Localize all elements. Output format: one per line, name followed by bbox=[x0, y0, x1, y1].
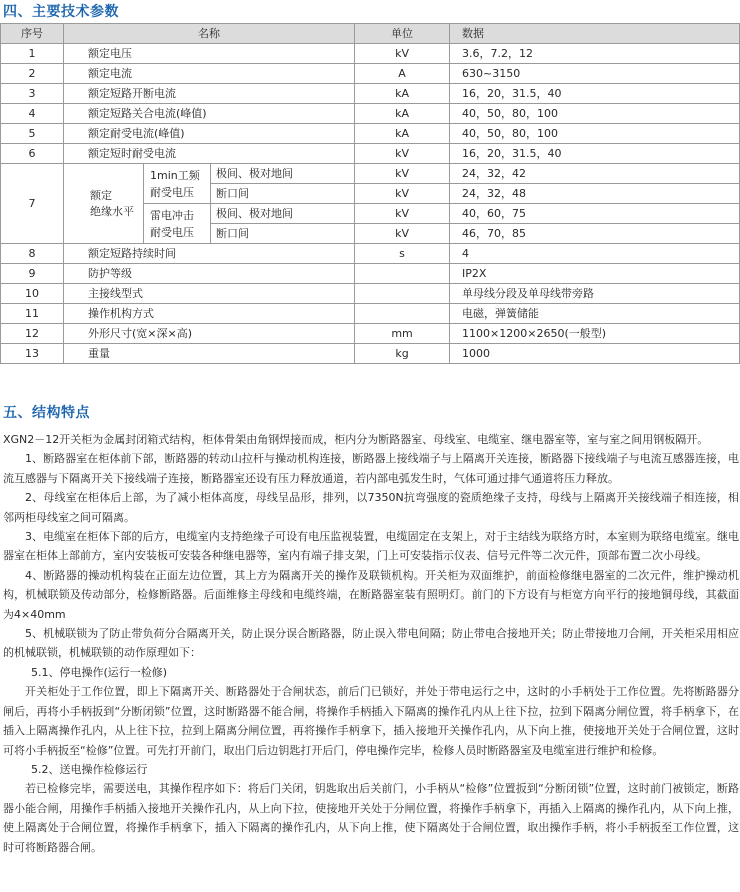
row-name: 额定电流 bbox=[64, 64, 355, 84]
row-name: 防护等级 bbox=[64, 264, 355, 284]
row-data: 16，20，31.5，40 bbox=[450, 144, 740, 164]
header-no: 序号 bbox=[1, 24, 64, 44]
row-no: 2 bbox=[1, 64, 64, 84]
row-data: 16，20，31.5，40 bbox=[450, 84, 740, 104]
paragraph: XGN2－12开关柜为金属封闭箱式结构，柜体骨架由角钢焊接而成，柜内分为断路器室、母线室、电缆室、继电器室等，室与室之间用钢板隔开。 bbox=[3, 433, 709, 446]
insulation-group-label: 额定 绝缘水平 bbox=[64, 164, 144, 244]
row-name: 断口间 bbox=[211, 224, 355, 244]
row-no: 4 bbox=[1, 104, 64, 124]
row-data: 1000 bbox=[450, 344, 740, 364]
section-4-title: 四、主要技术参数 bbox=[3, 4, 119, 20]
row-data: 单母线分段及单母线带旁路 bbox=[450, 284, 740, 304]
table-row bbox=[1, 164, 740, 184]
row-unit: kV bbox=[355, 224, 450, 244]
row-unit bbox=[355, 264, 450, 284]
row-unit: kV bbox=[355, 144, 450, 164]
table-row bbox=[1, 304, 740, 324]
row-name: 极间、极对地间 bbox=[211, 164, 355, 184]
paragraph: 若已检修完毕，需要送电，其操作程序如下：将后门关闭，钥匙取出后关前门，小手柄从“检修”位置扳到“分断闭锁”位置，这时前门被锁定，断路器小能合闸，用操作手柄插入接地开关操作孔内，从上向下拉，使接地开关处于分闸位置，将操作手柄拿下，再插入上隔离的操作孔内，从下向上推，使上隔离处于合闸位置，将操作手柄拿下，插入下隔离的操作孔内，从下向上推，使下隔离处于合闸位置，取出操作手柄，将小手柄扳至工作位置，这时可将断路器合闸。 bbox=[3, 782, 739, 854]
row-data: 40，60，75 bbox=[450, 204, 740, 224]
row-unit: kV bbox=[355, 44, 450, 64]
row-data: 24，32，48 bbox=[450, 184, 740, 204]
row-name: 操作机构方式 bbox=[64, 304, 355, 324]
row-name: 外形尺寸(宽×深×高) bbox=[64, 324, 355, 344]
row-data: 4 bbox=[450, 244, 740, 264]
row-unit: kA bbox=[355, 84, 450, 104]
header-name: 名称 bbox=[64, 24, 355, 44]
table-row bbox=[1, 284, 740, 304]
row-no: 12 bbox=[1, 324, 64, 344]
table-row bbox=[1, 84, 740, 104]
row-data: IP2X bbox=[450, 264, 740, 284]
row-unit: kV bbox=[355, 204, 450, 224]
row-data: 1100×1200×2650(一般型) bbox=[450, 324, 740, 344]
row-no: 3 bbox=[1, 84, 64, 104]
row-unit: kg bbox=[355, 344, 450, 364]
row-unit: A bbox=[355, 64, 450, 84]
paragraph: 5、机械联锁为了防止带负荷分合隔离开关，防止误分误合断路器，防止误入带电间隔；防止带电合接地开关；防止带接地刀合闸，开关柜采用相应的机械联锁，机械联锁的动作原理如下： bbox=[3, 627, 739, 660]
row-unit bbox=[355, 284, 450, 304]
row-data: 630~3150 bbox=[450, 64, 740, 84]
paragraph: 5.1、停电操作(运行一检修) bbox=[31, 665, 168, 679]
row-name: 重量 bbox=[64, 344, 355, 364]
paragraph: 1、断路器室在柜体前下部，断路器的转动山拉杆与操动机构连接，断路器上接线端子与上隔离开关连接，断路器下接线端子与电流互感器连接，电流互感器与下隔离开关下接线端子连接，断路器室还设有压力释放通道，若内部电弧发生时，气体可通过排气通道将压力释放。 bbox=[3, 452, 739, 485]
table-row bbox=[1, 64, 740, 84]
insulation-subgroup-label: 雷电冲击 耐受电压 bbox=[144, 204, 211, 244]
row-name: 断口间 bbox=[211, 184, 355, 204]
row-no: 9 bbox=[1, 264, 64, 284]
header-data: 数据 bbox=[450, 24, 740, 44]
row-no: 11 bbox=[1, 304, 64, 324]
table-row bbox=[1, 104, 740, 124]
table-row bbox=[1, 324, 740, 344]
row-name: 极间、极对地间 bbox=[211, 204, 355, 224]
row-data: 40，50，80，100 bbox=[450, 104, 740, 124]
row-no: 10 bbox=[1, 284, 64, 304]
row-name: 额定短路持续时间 bbox=[64, 244, 355, 264]
table-row bbox=[1, 144, 740, 164]
row-name: 额定耐受电流(峰值) bbox=[64, 124, 355, 144]
row-data: 40，50，80，100 bbox=[450, 124, 740, 144]
table-header-row bbox=[1, 24, 740, 44]
row-data: 3.6，7.2，12 bbox=[450, 44, 740, 64]
row-name: 额定电压 bbox=[64, 44, 355, 64]
row-name: 额定短路关合电流(峰值) bbox=[64, 104, 355, 124]
table-row bbox=[1, 264, 740, 284]
table-row bbox=[1, 344, 740, 364]
insulation-subgroup-label: 1min工频 耐受电压 bbox=[144, 164, 211, 204]
table-row bbox=[1, 244, 740, 264]
row-no: 5 bbox=[1, 124, 64, 144]
spec-table bbox=[0, 23, 740, 364]
row-data: 46，70，85 bbox=[450, 224, 740, 244]
row-name: 额定短路开断电流 bbox=[64, 84, 355, 104]
row-unit: kV bbox=[355, 164, 450, 184]
section-5-body bbox=[3, 430, 739, 857]
paragraph: 4、断路器的操动机构装在正面左边位置，其上方为隔离开关的操作及联锁机构。开关柜为双面维护，前面检修继电器室的二次元件，维护操动机构，机械联锁及传动部分，检修断路器。后面维修主母线和电缆终端，在断路器室装有照明灯。前门的下方设有与柜宽方向平行的接地铜母线，其截面为4×40mm bbox=[3, 568, 739, 621]
row-unit: s bbox=[355, 244, 450, 264]
row-unit: mm bbox=[355, 324, 450, 344]
row-no: 13 bbox=[1, 344, 64, 364]
row-unit: kV bbox=[355, 184, 450, 204]
row-no: 1 bbox=[1, 44, 64, 64]
row-no: 7 bbox=[1, 164, 64, 244]
paragraph: 5.2、送电操作检修运行 bbox=[31, 762, 148, 776]
header-unit: 单位 bbox=[355, 24, 450, 44]
section-5-title: 五、结构特点 bbox=[3, 405, 90, 421]
row-no: 6 bbox=[1, 144, 64, 164]
row-data: 24，32，42 bbox=[450, 164, 740, 184]
paragraph: 3、电缆室在柜体下部的后方，电缆室内支持绝缘子可设有电压监视装置，电缆固定在支架上，对于主结线为联络方时，本室则为联络电缆室。继电器室在柜体上部前方，室内安装板可安装各种继电器等，室内有端子排支架，门上可安装指示仪表、信号元件等二次元件，顶部布置二次小母线。 bbox=[3, 530, 739, 563]
table-row bbox=[1, 44, 740, 64]
paragraph: 开关柜处于工作位置，即上下隔离开关、断路器处于合闸状态，前后门已锁好，并处于带电运行之中，这时的小手柄处于工作位置。先将断路器分闸后，再将小手柄扳到“分断闭锁”位置，这时断路器不能合闸，将操作手柄插入下隔离的操作孔内从上往下拉，拉到下隔离分闸位置，将手柄拿下，在插入上隔离操作孔内，从上往下拉，拉到上隔离分闸位置，再将操作手柄拿下，插入接地开关操作孔内，从下向上推，使接地开关处于合闸位置，这时可将小手柄扳至“检修”位置。可先打开前门，取出门后边钥匙打开后门，停电操作完毕，检修人员时断路器室及电缆室进行维护和检修。 bbox=[3, 685, 739, 757]
row-unit: kA bbox=[355, 124, 450, 144]
row-data: 电磁，弹簧储能 bbox=[450, 304, 740, 324]
row-no: 8 bbox=[1, 244, 64, 264]
paragraph: 2、母线室在柜体后上部，为了减小柜体高度，母线呈品形，排列，以7350N抗弯强度的瓷质绝缘子支持，母线与上隔离开关接线端子相连接，相邻两柜母线室之间可隔离。 bbox=[3, 491, 739, 524]
row-name: 主接线型式 bbox=[64, 284, 355, 304]
row-name: 额定短时耐受电流 bbox=[64, 144, 355, 164]
row-unit bbox=[355, 304, 450, 324]
table-row bbox=[1, 124, 740, 144]
row-unit: kA bbox=[355, 104, 450, 124]
